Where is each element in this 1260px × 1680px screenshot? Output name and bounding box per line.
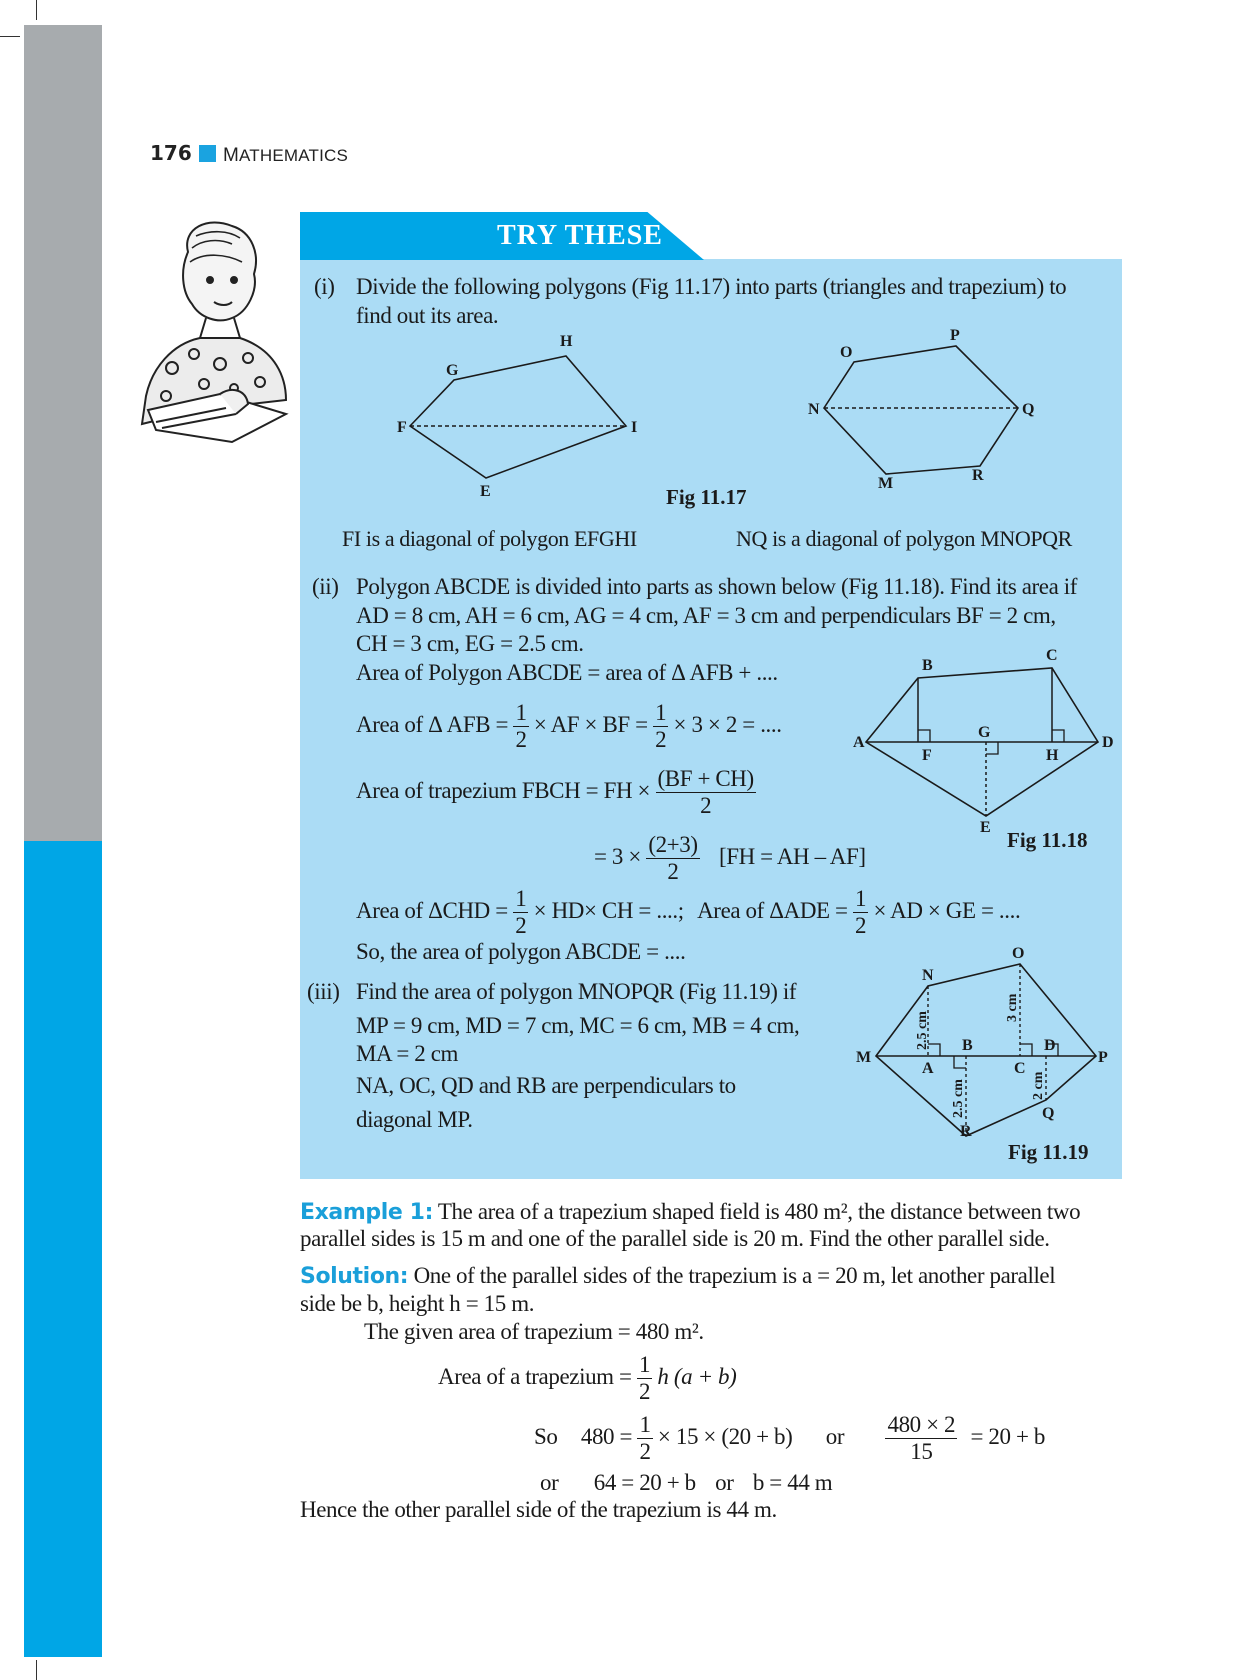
afb-pre: Area of Δ AFB = (356, 711, 509, 737)
polygon-mnopqr-measured (876, 964, 1096, 1136)
or-word: or (715, 1470, 734, 1495)
side-band-blue (24, 841, 102, 1657)
or-word: or (540, 1470, 559, 1495)
vertex-label: C (1014, 1060, 1026, 1077)
vertex-label: F (397, 419, 407, 436)
header-square-icon (199, 145, 216, 162)
boy-illustration (136, 218, 292, 450)
page-number: 176 (150, 141, 192, 165)
vertex-label: N (922, 967, 934, 984)
subject-initial: M (223, 145, 240, 166)
crop-mark (0, 36, 20, 37)
q3-text-line: Find the area of polygon MNOPQR (Fig 11.19) if (356, 979, 797, 1004)
right-angle-mark (1020, 1044, 1032, 1056)
vertex-label: C (1046, 647, 1058, 664)
q3-number: (iii) (307, 979, 340, 1004)
example-line: parallel sides is 15 m and one of the parallel side is 20 m. Find the other parallel side. (300, 1226, 1050, 1251)
fig-11-19-caption: Fig 11.19 (1008, 1140, 1089, 1164)
solution-heading: Solution: (300, 1264, 409, 1289)
polygon-mnopqr-measured-figure (850, 940, 1120, 1140)
vertex-label: G (446, 362, 459, 379)
vertex-label: R (972, 467, 984, 484)
right-angle-mark (918, 730, 930, 742)
trapezium-formula (438, 1352, 736, 1405)
frac-post: = 20 + b (970, 1423, 1046, 1449)
q2-number: (ii) (312, 574, 339, 599)
chd-post: × HD× CH = ....; (533, 897, 684, 923)
vertex-label: H (560, 333, 573, 350)
subject-rest: ATHEMATICS (239, 146, 349, 165)
q1-text-line: find out its area. (356, 303, 499, 328)
fig-11-17-caption: Fig 11.17 (666, 485, 747, 509)
given-area: The given area of trapezium = 480 m². (364, 1319, 704, 1344)
polygon-mnopqr-figure (800, 324, 1060, 494)
vertex-label: O (1012, 945, 1025, 962)
trap-pre: Area of trapezium FBCH = FH × (356, 777, 651, 803)
vertex-label: O (840, 344, 853, 361)
q3-text-line: NA, OC, QD and RB are perpendiculars to (356, 1073, 736, 1098)
so-equation (534, 1412, 1045, 1465)
right-angle-mark (986, 742, 998, 754)
vertex-label: N (808, 401, 820, 418)
q3-text-line: diagonal MP. (356, 1107, 473, 1132)
fig-11-18-caption: Fig 11.18 (1007, 828, 1088, 852)
q3-text-line: MA = 2 cm (356, 1041, 459, 1066)
solution-line (300, 1262, 1055, 1291)
fig17-note-right: NQ is a diagonal of polygon MNOPQR (736, 526, 1072, 551)
half-fraction: $\frac{1}{2}$ (515, 700, 527, 752)
trap2-fraction: $\frac{(2+3)}{2}$ (648, 832, 698, 884)
q2-text-line: Polygon ABCDE is divided into parts as shown below (Fig 11.18). Find its area if (356, 574, 1078, 599)
formula-post: h (a + b) (657, 1363, 737, 1389)
vertex-label: P (950, 327, 960, 344)
vertex-label: H (1046, 747, 1059, 764)
trap2-pre: = 3 × (594, 843, 641, 869)
ade-pre: Area of ΔADE = (697, 897, 848, 923)
vertex-label: P (1098, 1049, 1108, 1066)
vertex-label: R (960, 1123, 972, 1140)
trap-fraction: $\frac{(BF + CH)}{2}$ (657, 766, 754, 818)
polygon-efghi (410, 356, 626, 478)
so-pre: 480 = (580, 1423, 633, 1449)
step-eq: 64 = 20 + b (593, 1470, 696, 1495)
so-post: × 15 × (20 + b) (657, 1423, 793, 1449)
afb-mid: × AF × BF = (533, 711, 648, 737)
vertex-label: A (922, 1060, 934, 1077)
area-trapezium-equation (356, 766, 756, 819)
example-heading: Example 1: (300, 1200, 433, 1225)
vertex-label: B (922, 657, 933, 674)
vertex-label: D (1102, 734, 1114, 751)
q2-text-line: AD = 8 cm, AH = 6 cm, AG = 4 cm, AF = 3 cm and perpendiculars BF = 2 cm, (356, 603, 1056, 628)
page-subject (223, 145, 348, 167)
q2-text-line: CH = 3 cm, EG = 2.5 cm. (356, 631, 584, 656)
vertex-label: A (853, 734, 865, 751)
final-step (540, 1469, 832, 1497)
half-fraction: $\frac{1}{2}$ (638, 1352, 651, 1404)
area-chd-ade-equation (356, 886, 1020, 939)
half-fraction: $\frac{1}{2}$ (854, 886, 867, 938)
vertex-label: I (631, 419, 638, 436)
half-fraction: $\frac{1}{2}$ (655, 700, 667, 752)
solution-text: One of the parallel sides of the trapezium is a = 20 m, let another parallel (413, 1263, 1056, 1288)
measure-label: 2 cm (1031, 1071, 1046, 1100)
vertex-label: G (978, 724, 991, 741)
ade-post: × AD × GE = .... (873, 897, 1021, 923)
formula-pre: Area of a trapezium = (438, 1363, 632, 1389)
crop-mark (36, 0, 37, 20)
division-fraction: $\frac{480 \times 2}{15}$ (887, 1412, 956, 1464)
q1-text-line: Divide the following polygons (Fig 11.17) into parts (triangles and trapezium) to (356, 274, 1067, 299)
area-trapezium-step (594, 832, 866, 885)
vertex-label: Q (1022, 401, 1035, 418)
vertex-label: E (980, 819, 991, 836)
vertex-label: Q (1042, 1105, 1055, 1122)
vertex-label: E (480, 483, 491, 500)
or-word: or (825, 1423, 845, 1449)
measure-label: 2.5 cm (915, 1011, 930, 1050)
half-fraction: $\frac{1}{2}$ (515, 886, 527, 938)
polygon-abcde-figure (850, 636, 1120, 836)
vertex-label: D (1044, 1037, 1056, 1054)
polygon-mnopqr (824, 346, 1018, 474)
q2-result: So, the area of polygon ABCDE = .... (356, 939, 686, 964)
area-afb-equation (356, 700, 782, 753)
measure-label: 2.5 cm (951, 1079, 966, 1118)
answer-eq: b = 44 m (752, 1470, 833, 1495)
example-text: The area of a trapezium shaped field is 480 m², the distance between two (437, 1199, 1081, 1224)
right-angle-mark (954, 1056, 966, 1068)
example-line (300, 1198, 1080, 1227)
vertex-label: M (878, 475, 894, 492)
afb-post: × 3 × 2 = .... (673, 711, 782, 737)
trap2-note: [FH = AH – AF] (718, 843, 866, 869)
polygon-efghi-figure (390, 330, 670, 500)
measure-label: 3 cm (1005, 993, 1020, 1022)
q2-text-line: Area of Polygon ABCDE = area of Δ AFB + .... (356, 660, 778, 685)
right-angle-mark (1052, 730, 1064, 742)
conclusion: Hence the other parallel side of the trapezium is 44 m. (300, 1497, 777, 1522)
vertex-label: B (962, 1037, 973, 1054)
vertex-label: M (856, 1049, 872, 1066)
try-these-title: TRY THESE (497, 220, 663, 251)
so-word: So (534, 1423, 558, 1449)
side-band-grey (24, 25, 102, 841)
half-fraction: $\frac{1}{2}$ (639, 1412, 651, 1464)
fig17-note-left: FI is a diagonal of polygon EFGHI (342, 526, 637, 551)
vertex-label: F (922, 747, 932, 764)
chd-pre: Area of ΔCHD = (356, 897, 508, 923)
q3-text-line: MP = 9 cm, MD = 7 cm, MC = 6 cm, MB = 4 cm, (356, 1013, 800, 1038)
solution-line: side be b, height h = 15 m. (300, 1291, 535, 1316)
q1-number: (i) (314, 274, 335, 299)
crop-mark (36, 1660, 37, 1680)
